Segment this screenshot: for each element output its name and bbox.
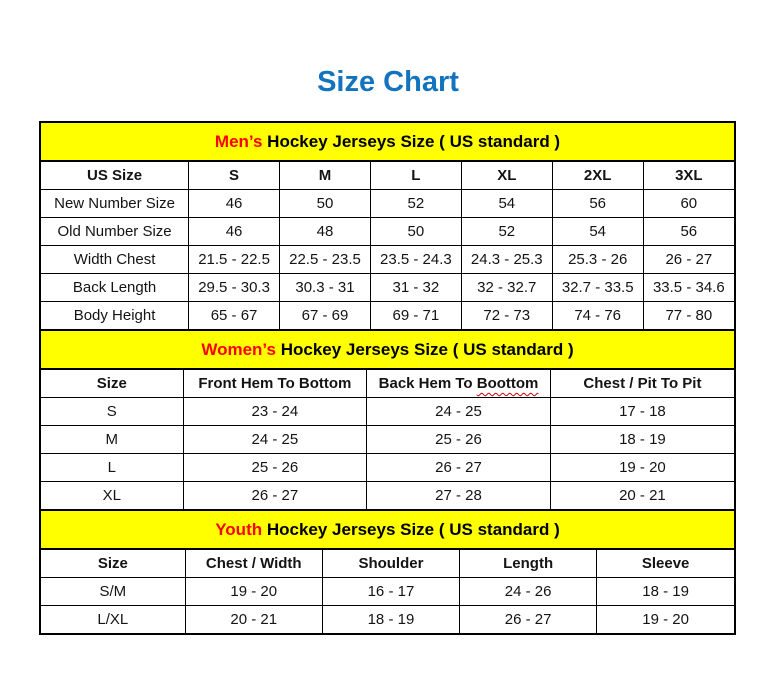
men-column-header: XL [461,161,552,190]
women-column-header: Size [41,369,183,398]
women-row-label: L [41,454,183,482]
womens-body [41,398,734,510]
youth-data-row [41,606,734,634]
youth-cell: 18 - 19 [322,606,459,634]
women-row-label: S [41,398,183,426]
women-data-row [41,398,734,426]
men-cell: 30.3 - 31 [280,274,371,302]
men-cell: 32 - 32.7 [461,274,552,302]
women-cell: 25 - 26 [367,426,551,454]
men-row-label: Back Length [41,274,189,302]
men-cell: 46 [189,190,280,218]
youth-column-header: Chest / Width [185,549,322,578]
women-cell: 17 - 18 [550,398,734,426]
men-cell: 69 - 71 [370,302,461,330]
women-cell: 18 - 19 [550,426,734,454]
men-cell: 29.5 - 30.3 [189,274,280,302]
men-data-row [41,218,734,246]
men-data-row [41,302,734,330]
women-row-label: M [41,426,183,454]
men-row-label: Old Number Size [41,218,189,246]
men-column-header: L [370,161,461,190]
men-cell: 65 - 67 [189,302,280,330]
men-column-header: S [189,161,280,190]
youth-cell: 18 - 19 [597,578,734,606]
men-cell: 52 [370,190,461,218]
men-row-label: Body Height [41,302,189,330]
men-cell: 67 - 69 [280,302,371,330]
men-cell: 74 - 76 [552,302,643,330]
women-cell: 19 - 20 [550,454,734,482]
youth-column-header: Length [460,549,597,578]
women-cell: 24 - 25 [183,426,367,454]
youth-body [41,578,734,634]
mens-banner-row [41,123,734,161]
youth-cell: 20 - 21 [185,606,322,634]
youth-size-table [41,509,734,633]
mens-body [41,190,734,330]
youth-column-header: Sleeve [597,549,734,578]
men-cell: 31 - 32 [370,274,461,302]
youth-header-row [41,549,734,578]
women-cell: 24 - 25 [367,398,551,426]
men-data-row [41,246,734,274]
women-column-header: Back Hem To Boottom [367,369,551,398]
men-row-label: New Number Size [41,190,189,218]
men-cell: 33.5 - 34.6 [643,274,734,302]
men-cell: 52 [461,218,552,246]
mens-banner [41,123,734,161]
womens-size-table [41,329,734,509]
youth-banner-text: Hockey Jerseys Size ( US standard ) [262,519,560,539]
women-cell: 23 - 24 [183,398,367,426]
womens-banner [41,330,734,369]
youth-cell: 24 - 26 [460,578,597,606]
men-cell: 54 [552,218,643,246]
men-data-row [41,190,734,218]
youth-column-header: Shoulder [322,549,459,578]
womens-banner-row [41,330,734,369]
youth-banner [41,510,734,549]
women-column-header: Front Hem To Bottom [183,369,367,398]
men-data-row [41,274,734,302]
youth-banner-highlight: Youth [215,519,263,539]
mens-header-row [41,161,734,190]
men-column-header: M [280,161,371,190]
mens-size-table [41,123,734,329]
size-chart [39,121,736,635]
mens-banner-text: Hockey Jerseys Size ( US standard ) [262,131,561,151]
women-data-row [41,482,734,510]
youth-cell: 19 - 20 [185,578,322,606]
men-column-header: 2XL [552,161,643,190]
youth-row-label: S/M [41,578,185,606]
women-column-header: Chest / Pit To Pit [550,369,734,398]
men-cell: 48 [280,218,371,246]
youth-cell: 19 - 20 [597,606,734,634]
men-cell: 56 [643,218,734,246]
page-title: Size Chart [317,66,459,98]
men-cell: 60 [643,190,734,218]
youth-banner-row [41,510,734,549]
women-cell: 26 - 27 [367,454,551,482]
youth-cell: 16 - 17 [322,578,459,606]
men-cell: 25.3 - 26 [552,246,643,274]
men-cell: 50 [370,218,461,246]
men-cell: 50 [280,190,371,218]
men-column-header: US Size [41,161,189,190]
womens-header-row [41,369,734,398]
misspelled-word: Boottom [476,375,539,392]
men-cell: 77 - 80 [643,302,734,330]
men-cell: 24.3 - 25.3 [461,246,552,274]
women-cell: 20 - 21 [550,482,734,510]
men-cell: 21.5 - 22.5 [189,246,280,274]
page [0,68,776,635]
men-cell: 26 - 27 [643,246,734,274]
men-row-label: Width Chest [41,246,189,274]
womens-banner-highlight: Women’s [201,339,276,359]
youth-row-label: L/XL [41,606,185,634]
women-cell: 25 - 26 [183,454,367,482]
women-cell: 26 - 27 [183,482,367,510]
men-cell: 56 [552,190,643,218]
women-data-row [41,426,734,454]
men-cell: 72 - 73 [461,302,552,330]
youth-data-row [41,578,734,606]
men-cell: 32.7 - 33.5 [552,274,643,302]
men-cell: 22.5 - 23.5 [280,246,371,274]
youth-column-header: Size [41,549,185,578]
men-cell: 23.5 - 24.3 [370,246,461,274]
women-row-label: XL [41,482,183,510]
women-data-row [41,454,734,482]
men-cell: 54 [461,190,552,218]
women-cell: 27 - 28 [367,482,551,510]
mens-banner-highlight: Men’s [214,131,263,151]
men-cell: 46 [189,218,280,246]
womens-banner-text: Hockey Jerseys Size ( US standard ) [275,339,574,359]
men-column-header: 3XL [643,161,734,190]
youth-cell: 26 - 27 [460,606,597,634]
